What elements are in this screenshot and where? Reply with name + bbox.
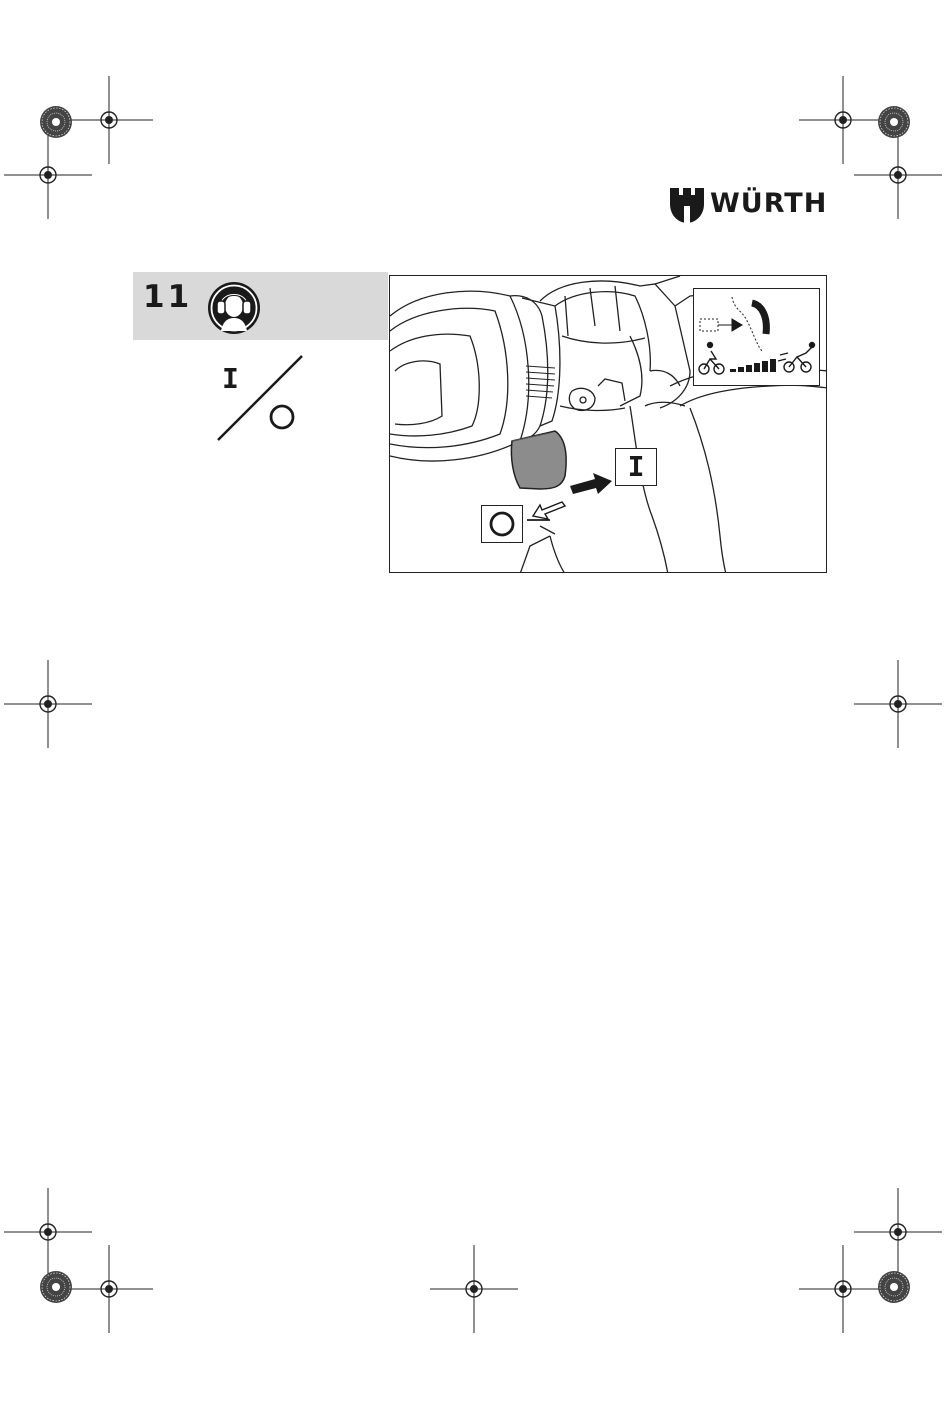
separator-slash	[218, 356, 302, 440]
press-arrow-icon	[570, 473, 612, 494]
speed-ramp	[730, 359, 776, 372]
registration-crosshair-icon	[65, 1245, 153, 1333]
figure-on-label: I	[615, 448, 657, 486]
release-arrow-icon	[533, 502, 565, 519]
on-off-symbol	[210, 350, 310, 445]
registration-crosshair-icon	[854, 660, 942, 748]
color-starburst-icon	[40, 106, 72, 138]
registration-crosshair-icon	[65, 76, 153, 164]
registration-crosshair-icon	[4, 1188, 92, 1276]
registration-crosshair-icon	[4, 660, 92, 748]
variable-speed-icon	[694, 289, 819, 385]
registration-crosshair-icon	[799, 76, 887, 164]
registration-crosshair-icon	[854, 1188, 942, 1276]
figure-off-label	[481, 505, 523, 543]
fast-bicycle-icon	[778, 343, 815, 373]
circle-icon	[491, 513, 513, 535]
registration-crosshair-icon	[799, 1245, 887, 1333]
drill-trigger-figure	[389, 275, 827, 573]
color-starburst-icon	[40, 1271, 72, 1303]
variable-speed-inset	[693, 288, 820, 386]
registration-crosshair-icon	[854, 131, 942, 219]
color-starburst-icon	[878, 1271, 910, 1303]
on-label: I	[222, 362, 239, 395]
slow-bicycle-icon	[699, 343, 724, 375]
circle-icon	[271, 406, 293, 428]
color-starburst-icon	[878, 106, 910, 138]
wurth-shield-icon	[670, 186, 704, 224]
ear-protection-icon	[207, 281, 261, 335]
registration-crosshair-icon	[4, 131, 92, 219]
brand-name: WÜRTH	[710, 188, 828, 219]
registration-crosshair-icon	[430, 1245, 518, 1333]
brand-logo	[670, 186, 830, 226]
step-number: 11	[143, 279, 193, 315]
